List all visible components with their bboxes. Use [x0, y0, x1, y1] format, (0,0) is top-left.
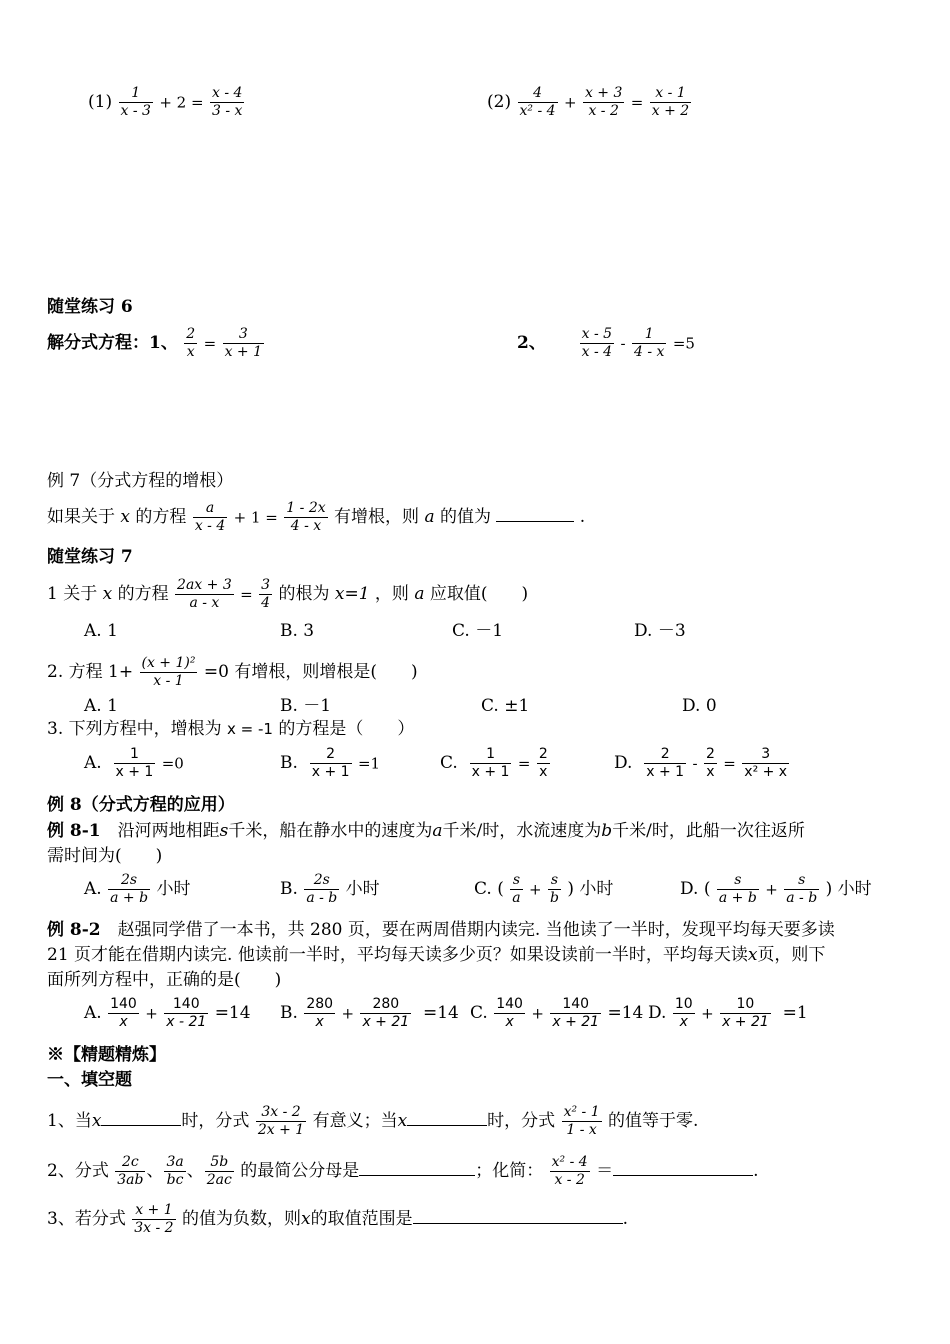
answer-blank[interactable] [101, 1125, 181, 1126]
den: x [679, 1014, 688, 1030]
text: 时，分式 [487, 1111, 556, 1131]
tag: 例 8-2 [47, 920, 101, 940]
fraction [140, 655, 198, 690]
num: 1 [470, 746, 512, 764]
den: x [505, 1014, 514, 1030]
den: x + 2 [651, 103, 690, 119]
example-8-1-options [0, 872, 950, 912]
text: 的方程是（ ） [278, 719, 415, 739]
den: a [512, 890, 521, 906]
section-heading: 一、填空题 [47, 1070, 132, 1090]
answer-blank[interactable] [359, 1175, 475, 1176]
practice-6-title: 随堂练习 6 [47, 297, 133, 317]
example-7-question [47, 500, 585, 535]
var: x [120, 507, 130, 527]
label: C. [440, 753, 458, 773]
unit: 小时 [156, 879, 191, 899]
fraction [518, 85, 558, 120]
fraction [284, 500, 327, 535]
operator: + [145, 1004, 158, 1023]
fraction [184, 326, 197, 361]
option-b[interactable]: B. 3 [280, 621, 315, 641]
text: . [622, 1209, 628, 1229]
den: x - 4 [194, 518, 226, 534]
den: a - b [306, 890, 338, 906]
den: x [119, 1014, 128, 1030]
num: 1 [114, 746, 156, 764]
fraction [673, 996, 695, 1031]
fraction [470, 746, 512, 781]
text: 应取值( ) [429, 584, 529, 604]
option-d[interactable]: D. 0 [682, 696, 717, 716]
option-c[interactable] [440, 746, 551, 781]
num: x + 3 [584, 85, 623, 101]
rhs: =14 [422, 1003, 459, 1023]
fraction [494, 996, 525, 1031]
num: x² - 1 [563, 1104, 600, 1120]
var: x [397, 1111, 408, 1131]
fraction [720, 996, 771, 1031]
fill-q1 [47, 1104, 698, 1139]
rhs: =5 [672, 334, 695, 353]
example-8-2-options [0, 996, 950, 1036]
operator: - [620, 334, 626, 353]
operator: + [765, 880, 778, 899]
practice-6-q1 [47, 326, 265, 361]
text: 沿河两地相距 [100, 821, 220, 841]
den: 4 - x [290, 518, 322, 534]
answer-blank[interactable] [496, 521, 574, 522]
den: a - b [786, 890, 818, 906]
operator: ＝ [596, 1161, 614, 1181]
num: 1 [119, 85, 153, 103]
option-c[interactable] [474, 872, 613, 907]
root: x = -1 [227, 720, 273, 738]
den: x - 3 [120, 103, 151, 119]
fraction [205, 1154, 234, 1189]
practice-7-q3-options [0, 746, 950, 792]
fraction [259, 577, 272, 612]
text: 千米/时，水流速度为 [442, 821, 602, 841]
num: 2 [705, 746, 715, 762]
den: x [706, 764, 715, 780]
fraction [132, 1202, 175, 1237]
fraction [644, 746, 686, 781]
fraction [256, 1104, 306, 1139]
operator: + [341, 1004, 355, 1023]
fraction [742, 746, 789, 781]
label: (1) [88, 92, 113, 112]
text: 有意义；当 [312, 1111, 398, 1131]
var: x [747, 945, 758, 965]
num: 2c [115, 1154, 145, 1172]
num: 140 [496, 996, 523, 1012]
example-8-title: 例 8（分式方程的应用） [47, 795, 235, 815]
unit: 小时 [345, 879, 380, 899]
text: ；化简： [475, 1161, 544, 1181]
operator: - [692, 754, 698, 773]
example-8-2-line1 [47, 919, 835, 941]
var: s [219, 821, 229, 841]
fraction [537, 746, 550, 781]
text: 2. 方程 1+ [47, 662, 134, 682]
text: 有增根，则 [334, 507, 420, 527]
fraction [550, 1154, 590, 1189]
den: b [550, 890, 559, 906]
den: x + 1 [471, 764, 510, 780]
den: x + 21 [552, 1014, 600, 1030]
text: =0 有增根，则增根是( ) [203, 662, 418, 682]
option-a[interactable] [84, 872, 190, 907]
var: b [601, 821, 613, 841]
operator: + [701, 1004, 714, 1023]
text: 如果关于 [47, 507, 115, 527]
text: 的值等于零. [608, 1111, 699, 1131]
num: 2 [644, 746, 686, 764]
practice-7-title: 随堂练习 7 [47, 547, 133, 567]
num: 280 [306, 996, 334, 1012]
den: x² - 4 [519, 103, 556, 119]
den: x² + x [744, 764, 788, 780]
condition: x=1 [334, 584, 370, 604]
den: x + 21 [722, 1014, 769, 1030]
den: 1 - x [566, 1122, 597, 1138]
num: 1 [632, 326, 666, 344]
num: 4 [518, 85, 558, 103]
operator: + [563, 93, 577, 112]
den: x - 2 [554, 1172, 585, 1188]
var: x [91, 1111, 102, 1131]
label: A. [84, 879, 102, 899]
num: 3 [223, 326, 264, 344]
text: . [753, 1161, 759, 1181]
option-d[interactable]: D. －3 [634, 621, 686, 641]
den: a - x [189, 595, 220, 611]
option-b[interactable] [280, 996, 459, 1031]
fraction [164, 1154, 185, 1189]
num: 2ax + 3 [177, 577, 232, 593]
fraction [223, 326, 264, 361]
label: D. [614, 753, 633, 773]
text: 的值为负数，则 [181, 1209, 301, 1229]
num: 3a [166, 1154, 184, 1170]
text: 21 页才能在借期内读完. 他读前一半时，平均每天读多少页？如果设读前一半时，平均每天读 [47, 945, 748, 965]
den: x [539, 764, 548, 780]
fraction [717, 872, 759, 907]
label: A. [84, 753, 102, 773]
practice-7-q1 [47, 577, 528, 612]
example-8-2-line2 [47, 944, 825, 966]
den: 4 [261, 595, 271, 611]
rhs: =14 [607, 1003, 644, 1023]
operator: + 2 = [159, 93, 204, 112]
practice-7-q3 [47, 718, 414, 740]
den: 4 - x [633, 344, 665, 360]
num: x - 5 [581, 326, 613, 342]
fraction [115, 1154, 145, 1189]
var: x [300, 1209, 311, 1229]
num: s [784, 872, 819, 890]
den: x - 1 [153, 673, 184, 689]
operator: = [517, 754, 531, 773]
den: 3x - 2 [134, 1220, 174, 1236]
text: 的取值范围是 [310, 1209, 413, 1229]
text: 2、分式 [47, 1161, 109, 1181]
den: x + 1 [646, 764, 685, 780]
separator: 、 [186, 1161, 204, 1181]
var: a [432, 821, 443, 841]
fraction [310, 746, 352, 781]
text: 页，则下 [757, 945, 826, 965]
text: 的方程 [117, 584, 169, 604]
fraction [510, 872, 522, 907]
label: B. [280, 1003, 298, 1023]
num: 2 [186, 326, 196, 342]
num: 2s [304, 872, 339, 890]
fraction [784, 872, 819, 907]
example-8-1-line1 [47, 820, 805, 842]
den: x + 1 [115, 764, 154, 780]
option-a[interactable]: A. 1 [84, 621, 118, 641]
num: (x + 1)² [141, 655, 196, 671]
den: a + b [110, 890, 149, 906]
text: ，则 [374, 584, 409, 604]
num: 3x - 2 [256, 1104, 306, 1122]
fraction [210, 85, 244, 120]
var: a [414, 584, 425, 604]
rhs: =14 [214, 1003, 251, 1023]
operator: = [240, 585, 253, 604]
option-c[interactable]: C. ±1 [481, 696, 530, 716]
option-d[interactable] [648, 996, 808, 1031]
fraction [550, 996, 601, 1031]
option-c[interactable]: C. －1 [452, 621, 504, 641]
option-a[interactable] [84, 746, 184, 781]
fraction [704, 746, 717, 781]
top-equation-2 [487, 85, 692, 120]
text: 1 关于 [47, 584, 98, 604]
rhs: =1 [782, 1003, 808, 1023]
fraction [360, 996, 411, 1031]
option-d[interactable] [614, 746, 790, 781]
operator: = [203, 334, 217, 353]
label: B. [280, 753, 298, 773]
num: 1 - 2x [286, 500, 326, 516]
option-b[interactable]: B. －1 [280, 696, 332, 716]
num: a [193, 500, 227, 518]
example-8-2-line3: 面所列方程中，正确的是( ) [47, 970, 282, 990]
rhs: =1 [357, 754, 381, 773]
num: 3 [742, 746, 789, 764]
fraction [164, 996, 208, 1031]
label: D. ( [680, 879, 711, 899]
text: 时，分式 [181, 1111, 250, 1131]
answer-blank[interactable] [407, 1125, 487, 1126]
num: 10 [720, 996, 771, 1014]
fraction [193, 500, 227, 535]
num: 3 [261, 577, 271, 593]
den: bc [166, 1172, 184, 1188]
refine-title: ※【精题精炼】 [47, 1045, 166, 1065]
fraction [304, 996, 335, 1031]
text: 赵强同学借了一本书，共 280 页，要在两周借期内读完. 当他读了一半时，发现平均每天要多读 [100, 920, 835, 940]
den: x + 1 [224, 344, 262, 360]
fill-q2 [47, 1154, 759, 1189]
text: 1、当 [47, 1111, 92, 1131]
text: . [579, 507, 586, 527]
num: 5b [205, 1154, 234, 1172]
text: 千米/时，此船一次往返所 [612, 821, 805, 841]
den: x + 1 [311, 764, 350, 780]
num: 10 [674, 996, 693, 1012]
operator: + 1 = [233, 508, 278, 527]
option-a[interactable]: A. 1 [84, 696, 118, 716]
den: 3 - x [211, 103, 243, 119]
num: s [717, 872, 759, 890]
label: (2) [487, 92, 512, 112]
text: 千米，船在静水中的速度为 [228, 821, 433, 841]
num: 140 [550, 996, 601, 1014]
operator: = [630, 93, 644, 112]
den: 3ab [117, 1172, 144, 1188]
top-equation-1 [88, 85, 245, 120]
operator: + [529, 880, 542, 899]
fraction [562, 1104, 602, 1139]
num: 140 [110, 996, 137, 1012]
text: 3、若分式 [47, 1209, 126, 1229]
practice-6-q2 [517, 326, 695, 361]
num: x² - 4 [551, 1154, 588, 1170]
text: 的最简公分母是 [240, 1161, 360, 1181]
label: B. [280, 879, 298, 899]
den: x + 21 [362, 1014, 410, 1030]
fraction [632, 326, 666, 361]
label: C. [470, 1003, 488, 1023]
answer-blank[interactable] [613, 1175, 753, 1176]
var: a [424, 507, 435, 527]
fraction [119, 85, 153, 120]
tag: 例 8-1 [47, 821, 101, 841]
option-c[interactable] [470, 996, 643, 1031]
fraction [548, 872, 561, 907]
num: 2 [310, 746, 352, 764]
fraction [175, 577, 234, 612]
fraction [650, 85, 691, 120]
num: 2s [108, 872, 150, 890]
var: x [102, 584, 113, 604]
num: x - 4 [211, 85, 243, 101]
label: D. [648, 1003, 667, 1023]
text: 3. 下列方程中，增根为 [47, 719, 222, 739]
separator: 、 [146, 1161, 164, 1181]
answer-blank[interactable] [413, 1223, 623, 1224]
unit: ) 小时 [825, 879, 872, 899]
num: s [510, 872, 522, 890]
option-d[interactable] [680, 872, 872, 907]
lead: 解分式方程：1、 [47, 333, 178, 353]
option-b[interactable] [280, 872, 380, 907]
text: 的方程 [135, 507, 187, 527]
num: x - 1 [650, 85, 691, 103]
fraction [583, 85, 624, 120]
num: 280 [360, 996, 411, 1014]
label: 2、 [517, 333, 546, 353]
num: s [548, 872, 561, 890]
fill-q3 [47, 1202, 628, 1237]
rhs: =0 [161, 754, 184, 773]
example-8-1-line2: 需时间为( ) [47, 846, 163, 866]
operator: = [723, 754, 736, 773]
text: 的根为 [278, 584, 330, 604]
den: x [315, 1014, 324, 1030]
fraction [114, 746, 156, 781]
unit: ) 小时 [567, 879, 614, 899]
num: 140 [164, 996, 208, 1014]
den: x - 21 [166, 1014, 207, 1030]
den: x [186, 344, 195, 360]
option-b[interactable] [280, 746, 380, 781]
text: 的值为 [439, 507, 491, 527]
fraction [580, 326, 614, 361]
operator: + [531, 1004, 544, 1023]
num: 2 [538, 746, 548, 762]
option-a[interactable] [84, 996, 251, 1031]
den: a + b [718, 890, 757, 906]
label: C. ( [474, 879, 504, 899]
fraction [304, 872, 339, 907]
example-7-title: 例 7（分式方程的增根） [47, 471, 234, 491]
den: 2ac [206, 1172, 232, 1188]
den: x - 2 [588, 103, 619, 119]
practice-7-q2 [47, 655, 418, 690]
fraction [108, 872, 150, 907]
den: x - 4 [581, 344, 613, 360]
num: x + 1 [132, 1202, 175, 1220]
den: 2x + 1 [257, 1122, 305, 1138]
fraction [108, 996, 139, 1031]
label: A. [84, 1003, 102, 1023]
